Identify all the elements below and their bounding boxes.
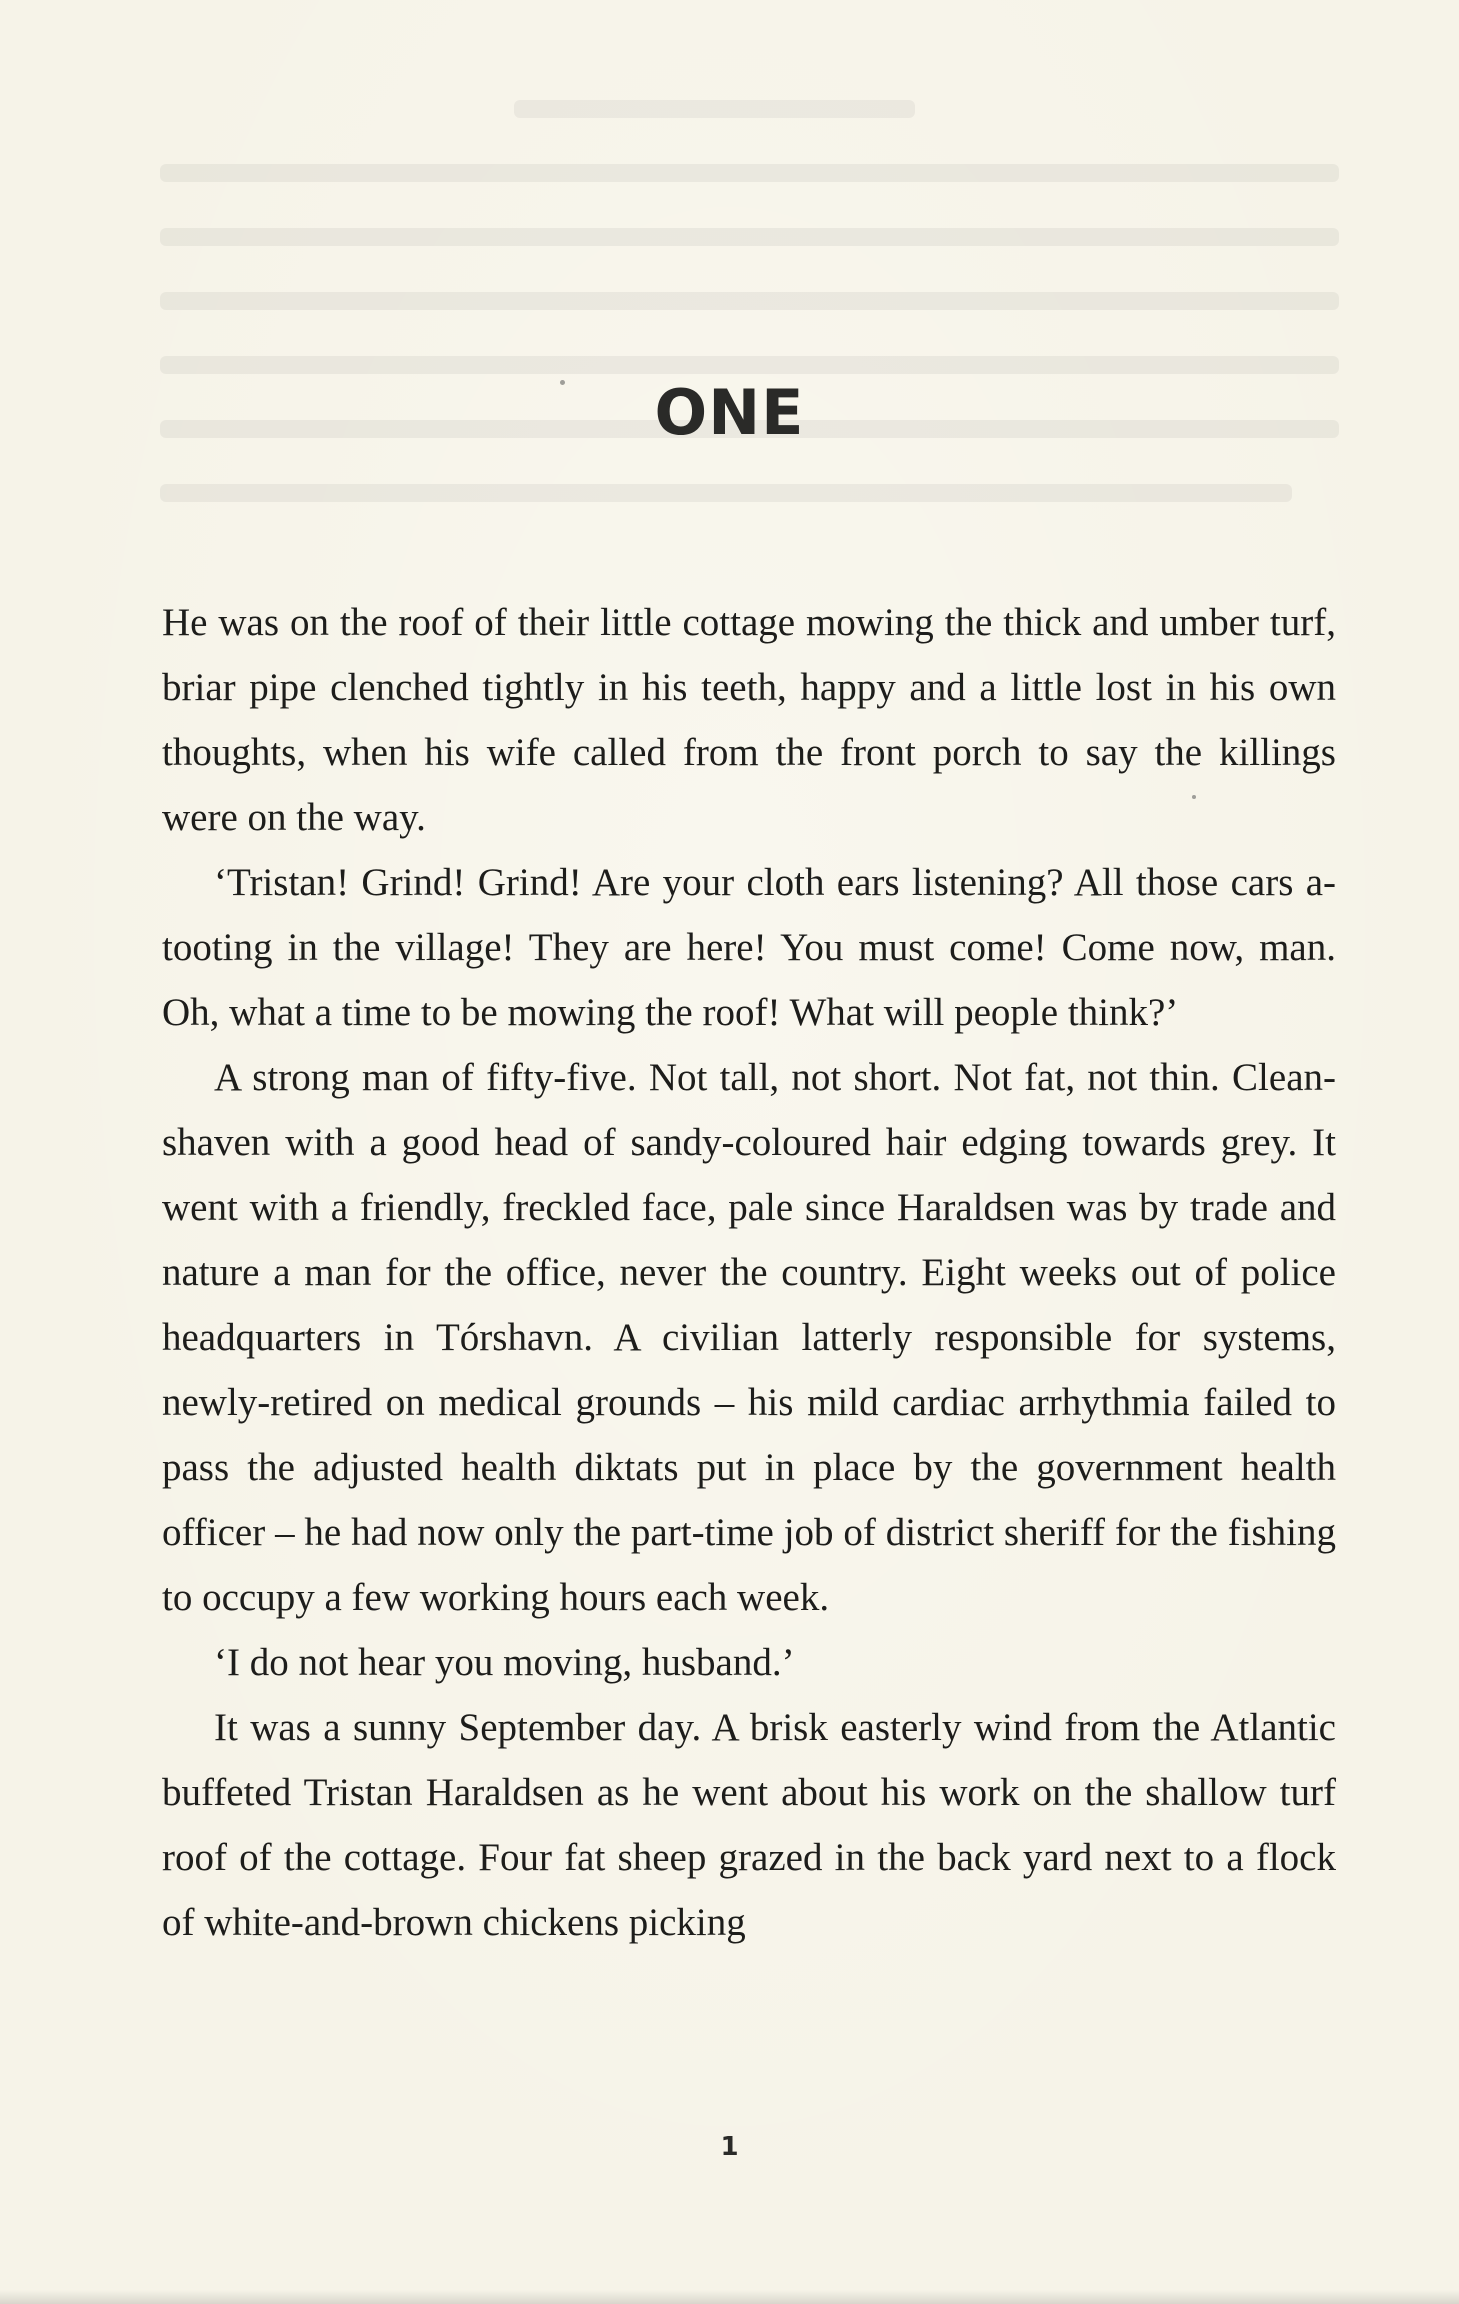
paragraph: A strong man of fifty-five. Not tall, not short. Not fat, not thin. Clean-shaven with a good head of sandy-coloured hair edging towards grey. It went with a friendly, freckled face, pale since Haraldsen was by trade and nature a man for the office, never the country. Eight weeks out of police headquarters in Tórshavn. A civilian latterly responsible for systems, newly-retired on medical grounds – his mild cardiac arrhythmia failed to pass the adjusted health diktats put in place by the government health officer – he had now only the part-time job of district sheriff for the fishing to occupy a few working hours each week.	[162, 1056, 1336, 1619]
chapter-body	[162, 590, 1336, 1955]
paragraph: He was on the roof of their little cottage mowing the thick and umber turf, briar pipe clenched tightly in his teeth, happy and a little lost in his own thoughts, when his wife called from the front porch to say the killings were on the way.	[162, 601, 1336, 839]
paragraph: ‘I do not hear you moving, husband.’	[214, 1641, 795, 1684]
page-number: 1	[720, 2132, 739, 2162]
paragraph: ‘Tristan! Grind! Grind! Are your cloth ears listening? All those cars a-tooting in the village! They are here! You must come! Come now, man. Oh, what a time to be mowing the roof! What will people think?’	[162, 861, 1336, 1034]
paragraph: It was a sunny September day. A brisk easterly wind from the Atlantic buffeted Tristan Haraldsen as he went about his work on the shallow turf roof of the cottage. Four fat sheep grazed in the back yard next to a flock of white-and-brown chickens picking	[162, 1706, 1336, 1944]
show-through-text	[160, 100, 1339, 580]
chapter-title: ONE	[654, 376, 805, 449]
page-edge-shadow	[0, 2290, 1459, 2304]
